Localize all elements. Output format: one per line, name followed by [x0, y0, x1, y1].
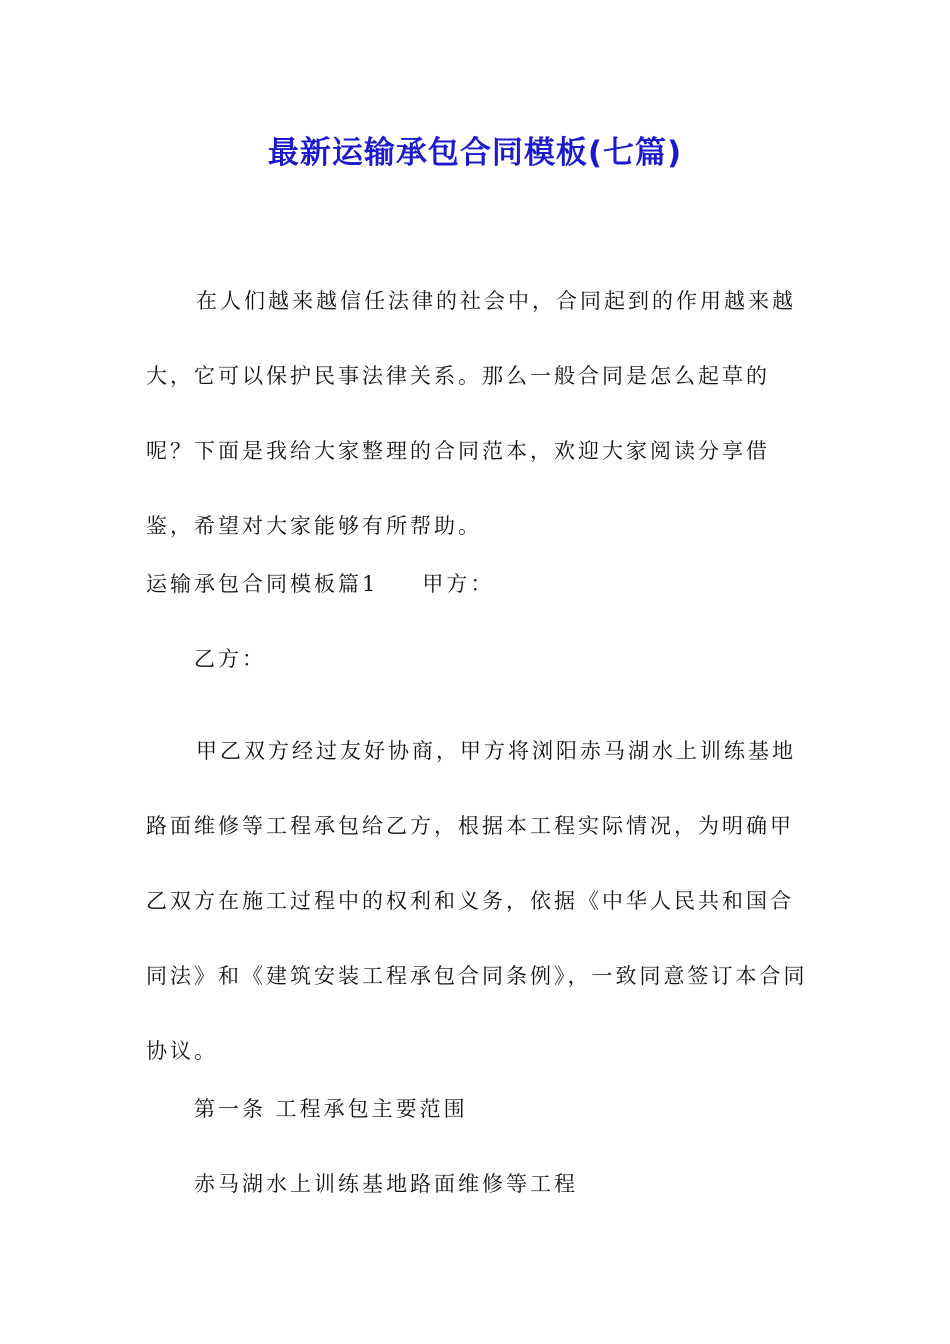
party-b-label: 乙方： [194, 647, 266, 671]
document-title: 最新运输承包合同模板(七篇) [267, 135, 683, 171]
section-heading: 运输承包合同模板篇1 [146, 572, 379, 596]
party-a-label: 甲方： [422, 572, 495, 596]
section-heading-line [146, 564, 494, 604]
article-1-content: 赤马湖水上训练基地路面维修等工程 [194, 1172, 578, 1196]
agreement-paragraph: 甲乙双方经过友好协商，甲方将浏阳赤马湖水上训练基地路面维修等工程承包给乙方，根据本工程实际情况，为明确甲乙双方在施工过程中的权利和义务，依据《中华人民共和国合同法》和《建筑安装工程承包合同条例》，一致同意签订本合同协议。 [146, 739, 808, 1063]
article-1-title: 第一条 工程承包主要范围 [194, 1097, 468, 1121]
intro-paragraph: 在人们越来越信任法律的社会中，合同起到的作用越来越大，它可以保护民事法律关系。那么一般合同是怎么起草的呢？下面是我给大家整理的合同范本，欢迎大家阅读分享借鉴，希望对大家能够有所帮助。 [146, 289, 796, 538]
